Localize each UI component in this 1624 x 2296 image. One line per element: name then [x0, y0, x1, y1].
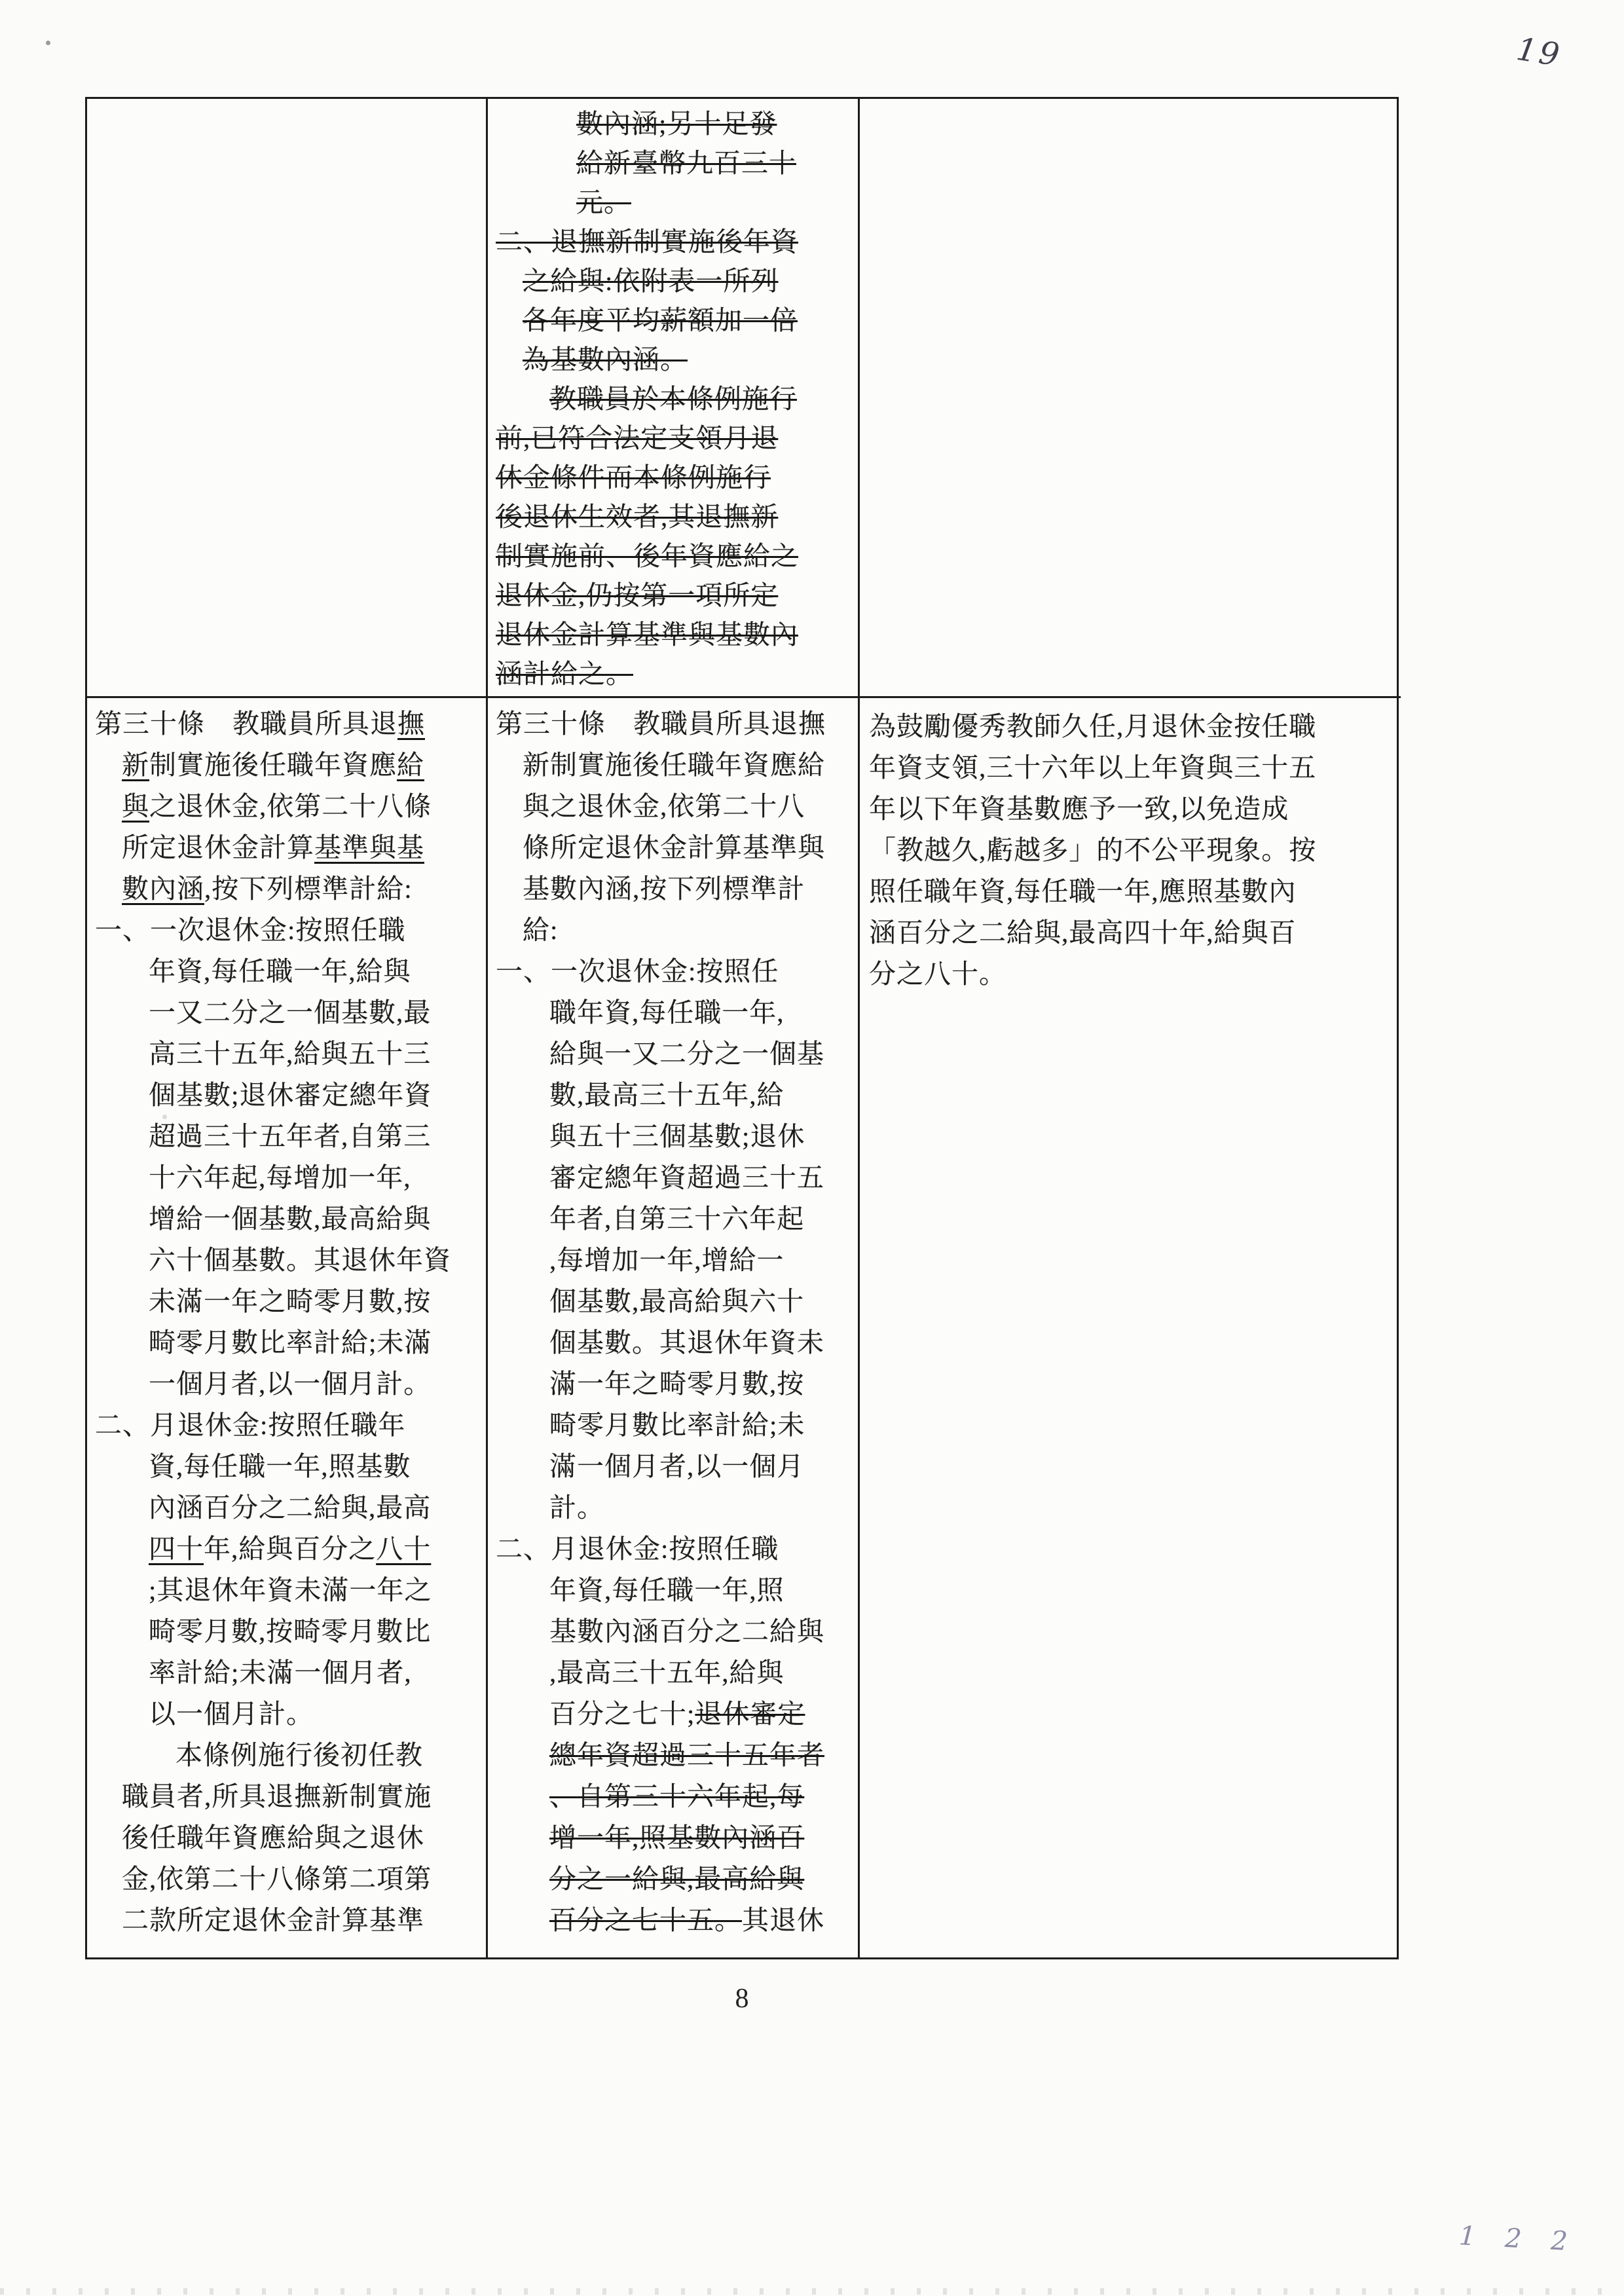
row2-left-cell-article30-amended: 第三十條 教職員所具退撫 新制實施後任職年資應給 與之退休金,依第二十八條 所定退休金計算基準與基 數內涵,按下列標準計給: 一、一次退休金:按照任職 年資,每任職一年,給與 一又二分之一個基數,最 高三十五年,給與五十三 個基數;退休審定總年資 超過三十五年者,自第三 十六年起,每增加一年, 增給一個基數,最高給與 六十個基數。其退休年資 未滿一年之畸零月數,按 畸零月數比率計給;未滿 一個月者,以一個月計。 二、月退休金:按照任職年 資,每任職一年,照基數 內涵百分之二給與,最高 四十年,給與百分之八十 ;其退休年資未滿一年之 畸零月數,按畸零月數比 率計給;未滿一個月者, 以一個月計。 本條例施行後初任教 職員者,所具退撫新制實施 後任職年資應給與之退休 金,依第二十八條第二項第 二款所定退休金計算基準 — [87, 698, 488, 1957]
scan-speck — [162, 1115, 167, 1119]
scan-speck — [46, 41, 50, 45]
row1-left-cell-empty — [87, 99, 488, 698]
page-number: 8 — [735, 1984, 749, 2014]
row1-middle-cell-deleted-text: 數內涵;另十足發 給新臺幣九百三十 元。 二、退撫新制實施後年資 之給與:依附表一所列 各年度平均薪額加一倍 為基數內涵。 教職員於本條例施行 前,已符合法定支領月退 休金條件而本條例施行 後退休生效者,其退撫新 制實施前、後年資應給之 退休金,仍按第一項所定 退休金計算基準與基數內 涵計給之。 — [488, 99, 860, 698]
scan-edge-noise — [0, 2288, 1624, 2295]
row1-right-cell-empty — [860, 99, 1401, 698]
legislative-comparison-table — [85, 97, 1399, 1959]
handwritten-mark-bottom-right: 1 2 2 — [1458, 2221, 1579, 2257]
handwritten-mark-top-right: 19 — [1514, 30, 1565, 75]
row2-right-cell-explanation: 為鼓勵優秀教師久任,月退休金按任職 年資支領,三十六年以上年資與三十五 年以下年資基數應予一致,以免造成 「教越久,虧越多」的不公平現象。按 照任職年資,每任職一年,應照基數內 涵百分之二給與,最高四十年,給與百 分之八十。 — [869, 711, 1317, 989]
row2-middle-cell-article30-draft: 第三十條 教職員所具退撫 新制實施後任職年資應給 與之退休金,依第二十八 條所定退休金計算基準與 基數內涵,按下列標準計 給: 一、一次退休金:按照任 職年資,每任職一年, 給與一又二分之一個基 數,最高三十五年,給 與五十三個基數;退休 審定總年資超過三十五 年者,自第三十六年起 ,每增加一年,增給一 個基數,最高給與六十 個基數。其退休年資未 滿一年之畸零月數,按 畸零月數比率計給;未 滿一個月者,以一個月 計。 二、月退休金:按照任職 年資,每任職一年,照 基數內涵百分之二給與 ,最高三十五年,給與 百分之七十;退休審定 總年資超過三十五年者 、自第三十六年起,每 增一年,照基數內涵百 分之一給與,最高給與 百分之七十五。其退休 — [488, 698, 860, 1957]
